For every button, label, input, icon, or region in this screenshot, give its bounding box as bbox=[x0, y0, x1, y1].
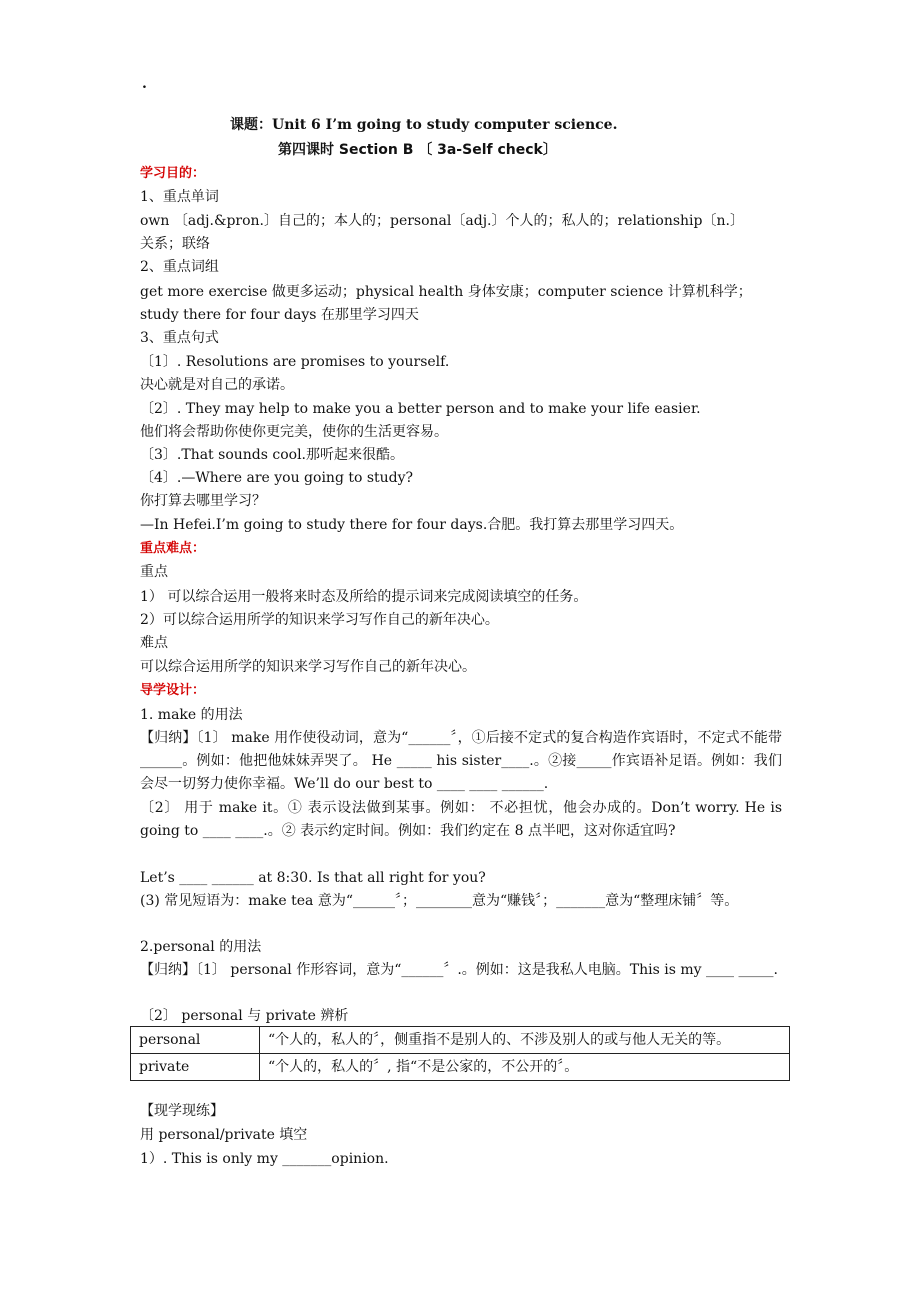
sentence-4-en: 〔4〕.—Where are you going to study? bbox=[140, 470, 414, 486]
personal-private-table bbox=[130, 1026, 790, 1081]
key-phrases-heading: 2、重点词组 bbox=[140, 259, 219, 275]
sentence-1-en: 〔1〕. Resolutions are promises to yourself. bbox=[140, 354, 450, 370]
key-phrases-line-2: study there for four days 在那里学习四天 bbox=[140, 307, 419, 323]
make-usage-paragraph-2: 〔2〕 用于 make it。① 表示设法做到某事。例如： 不必担忧，他会办成的。Don’t worry. He is going to ____ ____.。② 表示约定时间。例如：我们约定在 8 点半吧，这对你适宜吗? bbox=[140, 800, 782, 839]
sentence-2-en: 〔2〕. They may help to make you a better person and to make your life easier. bbox=[140, 401, 701, 417]
personal-usage-paragraph-1: 【归纳】〔1〕 personal 作形容词，意为“______〞.。例如：这是我私人电脑。This is my ____ _____. bbox=[140, 962, 778, 978]
practice-question-1: 1）. This is only my _______opinion. bbox=[140, 1151, 389, 1167]
difficulty-label: 难点 bbox=[140, 635, 168, 651]
table-row bbox=[131, 1054, 790, 1081]
practice-instruction: 用 personal/private 填空 bbox=[140, 1127, 308, 1143]
sentence-3: 〔3〕.That sounds cool.那听起来很酷。 bbox=[140, 447, 405, 463]
lesson-title: 课题：Unit 6 I’m going to study computer science. bbox=[230, 117, 618, 133]
key-point-2: 2）可以综合运用所学的知识来学习写作自己的新年决心。 bbox=[140, 612, 499, 628]
table-cell-word: personal bbox=[131, 1027, 260, 1054]
sentence-2-zh: 他们将会帮助你使你更完美，使你的生活更容易。 bbox=[140, 424, 448, 440]
make-usage-paragraph-3: (3) 常见短语为：make tea 意为“______〞；________意为“赚钱〞；_______意为“整理床铺〞等。 bbox=[140, 893, 739, 909]
difficulty-point-1: 可以综合运用所学的知识来学习写作自己的新年决心。 bbox=[140, 659, 476, 675]
personal-usage-heading: 2.personal 的用法 bbox=[140, 939, 262, 955]
lesson-subtitle: 第四课时 Section B 〔 3a-Self check〕 bbox=[278, 142, 557, 158]
sentence-1-zh: 决心就是对自己的承诺。 bbox=[140, 377, 294, 393]
practice-heading: 【现学现练】 bbox=[140, 1103, 224, 1119]
key-point-1: 1） 可以综合运用一般将来时态及所给的提示词来完成阅读填空的任务。 bbox=[140, 589, 588, 605]
sentence-4-zh: 你打算去哪里学习？ bbox=[140, 493, 266, 509]
design-heading: 导学设计： bbox=[140, 683, 206, 698]
table-row bbox=[131, 1027, 790, 1054]
keypoints-heading: 重点难点： bbox=[140, 541, 206, 556]
key-words-line-2: 关系；联络 bbox=[140, 236, 210, 252]
key-label: 重点 bbox=[140, 564, 168, 580]
make-usage-paragraph-2b: Let’s ____ ______ at 8:30. Is that all right for you? bbox=[140, 870, 486, 886]
table-cell-word: private bbox=[131, 1054, 260, 1081]
table-cell-meaning: “个人的，私人的〞，侧重指不是别人的、不涉及别人的或与他人无关的等。 bbox=[260, 1027, 790, 1054]
objectives-heading: 学习目的： bbox=[140, 166, 206, 181]
make-usage-heading: 1. make 的用法 bbox=[140, 707, 243, 723]
key-words-heading: 1、重点单词 bbox=[140, 189, 219, 205]
personal-usage-paragraph-2: 〔2〕 personal 与 private 辨析 bbox=[140, 1008, 349, 1024]
table-cell-meaning: “个人的，私人的〞, 指“不是公家的，不公开的〞。 bbox=[260, 1054, 790, 1081]
sentence-4-answer: —In Hefei.I’m going to study there for four days.合肥。我打算去那里学习四天。 bbox=[140, 517, 684, 533]
page-marker-dot: . bbox=[142, 76, 147, 92]
key-words-line-1: own 〔adj.&pron.〕自己的；本人的；personal〔adj.〕个人的；私人的；relationship〔n.〕 bbox=[140, 213, 744, 229]
key-phrases-line-1: get more exercise 做更多运动；physical health 身体安康；computer science 计算机科学； bbox=[140, 284, 752, 300]
key-sentences-heading: 3、重点句式 bbox=[140, 330, 219, 346]
make-usage-paragraph-1: 【归纳】〔1〕 make 用作使役动词，意为“______〞，①后接不定式的复合构造作宾语时，不定式不能带______。例如：他把他妹妹弄哭了。 He _____ his sister____.。②接_____作宾语补足语。例如：我们会尽一切努力使你幸福。We’ll do our best to ____ ____ ______. bbox=[140, 730, 782, 792]
